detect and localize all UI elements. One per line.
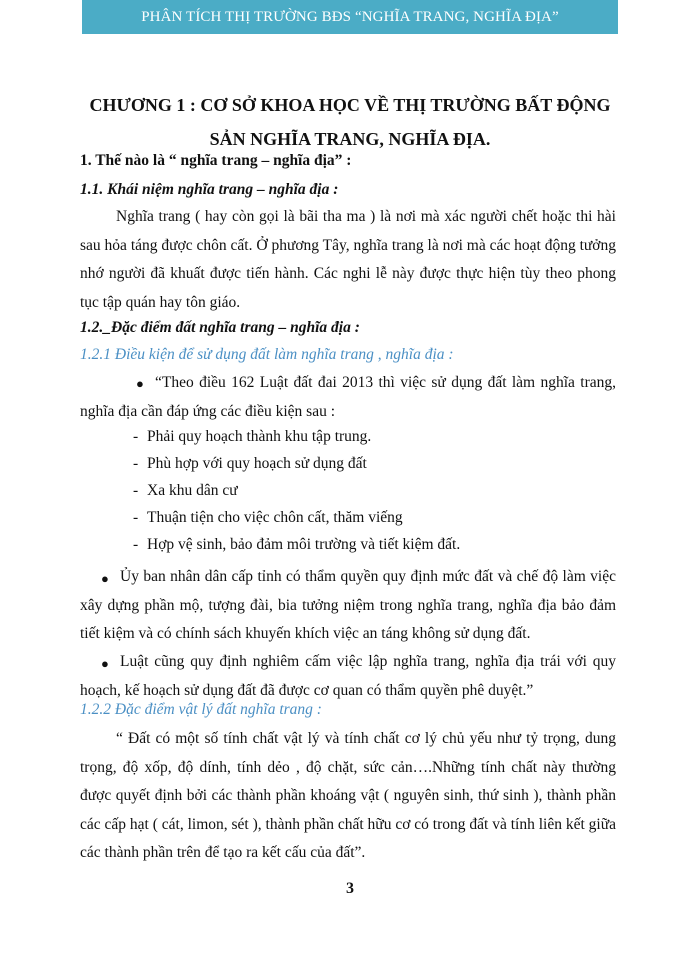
dash-marker: - xyxy=(133,536,139,553)
list-item-text: Thuận tiện cho việc chôn cất, thăm viếng xyxy=(147,509,403,526)
list-item xyxy=(133,455,367,473)
list-item xyxy=(133,482,238,500)
list-item xyxy=(133,509,403,527)
list-item-text: Phải quy hoạch thành khu tập trung. xyxy=(147,428,372,445)
section-1-1-paragraph: Nghĩa trang ( hay còn gọi là bãi tha ma ) là nơi mà xác người chết hoặc thi hài sau hỏa táng được chôn cất. Ở phương Tây, nghĩa trang là nơi mà các hoạt động tưởng nhớ người đã khuất được tiến hành. Các nghi lễ này được thực hiện tùy theo phong tục tập quán hay tôn giáo. xyxy=(80,208,616,311)
bullet-paragraph-2: Ủy ban nhân dân cấp tỉnh có thẩm quyền quy định mức đất và chế độ làm việc xây dựng phần mộ, tượng đài, bia tưởng niệm trong nghĩa trang, nghĩa địa bảo đảm tiết kiệm và có chính sách khuyến khích việc an táng không sử dụng đất. xyxy=(80,568,616,642)
list-item-text: Xa khu dân cư xyxy=(147,482,238,499)
section-1-2-2-heading: 1.2.2 Đặc điểm vật lý đất nghĩa trang : xyxy=(80,701,322,718)
bullet-icon: ● xyxy=(136,376,144,391)
chapter-title xyxy=(70,88,630,156)
bullet-paragraph-3: Luật cũng quy định nghiêm cấm việc lập nghĩa trang, nghĩa địa trái với quy hoạch, kế hoạch sử dụng đất đã được cơ quan có thẩm quyền phê duyệt.” xyxy=(80,653,616,699)
list-item xyxy=(133,428,371,446)
dash-marker: - xyxy=(133,482,139,499)
dash-marker: - xyxy=(133,509,139,526)
dash-marker: - xyxy=(133,428,139,445)
document-header-title: PHÂN TÍCH THỊ TRƯỜNG BĐS “NGHĨA TRANG, NGHĨA ĐỊA” xyxy=(141,9,559,25)
list-item-text: Phù hợp với quy hoạch sử dụng đất xyxy=(147,455,367,472)
section-1-2-2-paragraph: “ Đất có một số tính chất vật lý và tính chất cơ lý chủ yếu như tỷ trọng, dung trọng, độ xốp, độ dính, tính dẻo , độ chặt, sức cản….Những tính chất này thường được quyết định bởi các thành phần khoáng vật ( nguyên sinh, thứ sinh ), thành phần các cấp hạt ( cát, limon, sét ), thành phần chất hữu cơ có trong đất và tính liên kết giữa các thành phần trên để tạo ra kết cấu của đất”. xyxy=(80,730,616,861)
section-1-1-heading: 1.1. Khái niệm nghĩa trang – nghĩa địa : xyxy=(80,181,339,198)
list-item-text: Hợp vệ sinh, bảo đảm môi trường và tiết kiệm đất. xyxy=(147,536,461,553)
chapter-title-line-1: CHƯƠNG 1 : CƠ SỞ KHOA HỌC VỀ THỊ TRƯỜNG BẤT ĐỘNG xyxy=(89,95,611,115)
list-item xyxy=(133,536,460,554)
dash-marker: - xyxy=(133,455,139,472)
document-header-band xyxy=(82,0,618,34)
section-1-2-1-heading: 1.2.1 Điều kiện để sử dụng đất làm nghĩa trang , nghĩa địa : xyxy=(80,346,454,363)
chapter-title-line-2: SẢN NGHĨA TRANG, NGHĨA ĐỊA. xyxy=(209,129,491,149)
bullet-icon: ● xyxy=(101,571,109,586)
section-1-2-heading: 1.2._Đặc điểm đất nghĩa trang – nghĩa địa : xyxy=(80,319,360,336)
bullet-paragraph-1: “Theo điều 162 Luật đất đai 2013 thì việc sử dụng đất làm nghĩa trang, nghĩa địa cần đáp ứng các điều kiện sau : xyxy=(80,374,616,420)
section-1-heading: 1. Thế nào là “ nghĩa trang – nghĩa địa” : xyxy=(80,152,352,169)
bullet-icon: ● xyxy=(101,656,109,671)
page-number: 3 xyxy=(346,880,354,897)
